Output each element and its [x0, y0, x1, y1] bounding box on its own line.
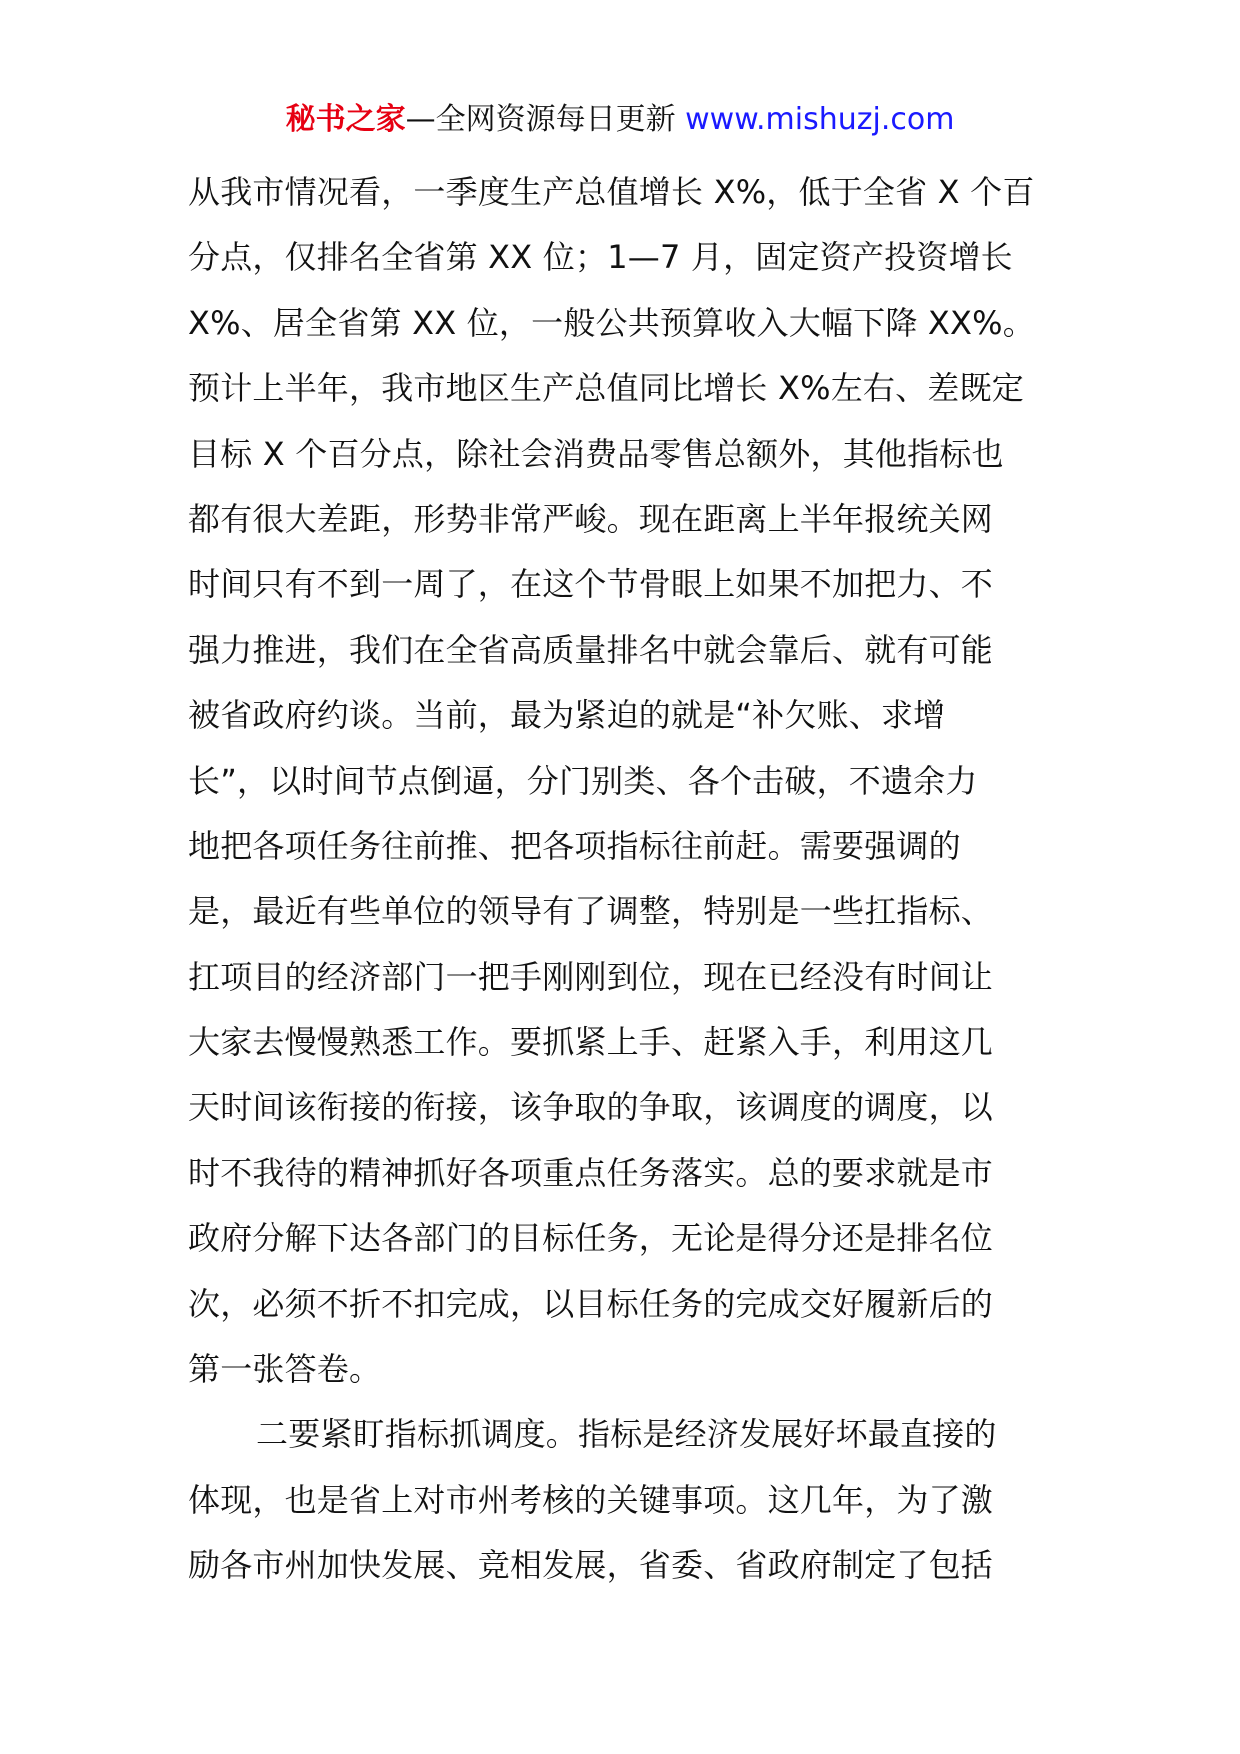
text-line: 分点，仅排名全省第 XX 位；1—7 月，固定资产投资增长 — [188, 238, 1013, 277]
text-line: 强力推进，我们在全省高质量排名中就会靠后、就有可能 — [188, 630, 994, 669]
text-line: 是，最近有些单位的领导有了调整，特别是一些扛指标、 — [188, 892, 994, 931]
text-line: 励各市州加快发展、竞相发展，省委、省政府制定了包括 — [188, 1546, 994, 1585]
text-line: 都有很大差距，形势非常严峻。现在距离上半年报统关网 — [188, 499, 994, 538]
text-line: 次，必须不折不扣完成，以目标任务的完成交好履新后的 — [188, 1284, 994, 1323]
site-url-link[interactable]: www.mishuzj.com — [685, 102, 955, 137]
text-line: 被省政府约谈。当前，最为紧迫的就是“补欠账、求增 — [188, 696, 946, 735]
site-tagline: —全网资源每日更新 — [405, 102, 686, 137]
text-line: 第一张答卷。 — [188, 1350, 382, 1389]
paragraph-start-line: 二要紧盯指标抓调度。指标是经济发展好坏最直接的 — [256, 1415, 997, 1454]
text-line: X%、居全省第 XX 位，一般公共预算收入大幅下降 XX%。 — [188, 303, 1035, 342]
text-line: 扛项目的经济部门一把手刚刚到位，现在已经没有时间让 — [188, 957, 994, 996]
site-brand: 秘书之家 — [285, 102, 406, 137]
text-line: 地把各项任务往前推、把各项指标往前赶。需要强调的 — [188, 826, 961, 865]
document-body — [188, 160, 1058, 1599]
text-line: 时间只有不到一周了，在这个节骨眼上如果不加把力、不 — [188, 565, 994, 604]
text-line: 预计上半年，我市地区生产总值同比增长 X%左右、差既定 — [188, 369, 1024, 408]
text-line: 长”，以时间节点倒逼，分门别类、各个击破，不遗余力 — [188, 761, 978, 800]
site-header — [0, 100, 1240, 140]
text-line: 目标 X 个百分点，除社会消费品零售总额外，其他指标也 — [188, 434, 1004, 473]
text-line: 政府分解下达各部门的目标任务，无论是得分还是排名位 — [188, 1219, 994, 1258]
text-line: 时不我待的精神抓好各项重点任务落实。总的要求就是市 — [188, 1153, 994, 1192]
text-line: 从我市情况看，一季度生产总值增长 X%，低于全省 X 个百 — [188, 173, 1035, 211]
text-line: 体现，也是省上对市州考核的关键事项。这几年，为了激 — [188, 1480, 994, 1519]
text-line: 大家去慢慢熟悉工作。要抓紧上手、赶紧入手，利用这几 — [188, 1023, 994, 1062]
text-line: 天时间该衔接的衔接，该争取的争取，该调度的调度，以 — [188, 1088, 994, 1127]
